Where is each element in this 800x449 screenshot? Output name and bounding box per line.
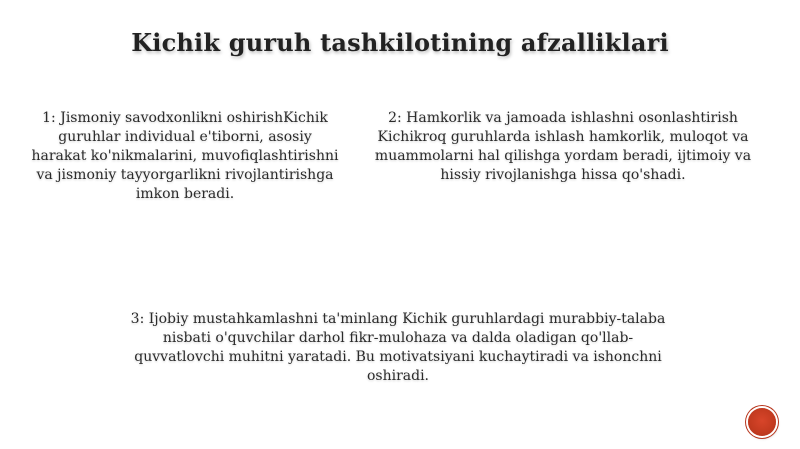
benefit-point-1: 1: Jismoniy savodxonlikni oshirishKichik guruhlar individual e'tiborni, asosiy harakat ko'nikmalarini, muvofiqlashtirishni va jismoniy tayyorgarlikni rivojlantirishga imkon beradi. bbox=[31, 110, 339, 202]
next-slide-button[interactable] bbox=[748, 408, 776, 436]
slide-title: Kichik guruh tashkilotining afzalliklari bbox=[131, 28, 669, 57]
benefit-point-2: 2: Hamkorlik va jamoada ishlashni osonlashtirish Kichikroq guruhlarda ishlash hamkorlik, muloqot va muammolarni hal qilishga yordam beradi, ijtimoiy va hissiy rivojlanishga hissa qo'shadi. bbox=[374, 110, 752, 183]
benefit-point-3: 3: Ijobiy mustahkamlashni ta'minlang Kichik guruhlardagi murabbiy-talaba nisbati o'quvchilar darhol fikr-mulohaza va dalda oladigan qo'llab-quvvatlovchi muhitni yaratadi. Bu motivatsiyani kuchaytiradi va ishonchni oshiradi. bbox=[130, 311, 666, 384]
